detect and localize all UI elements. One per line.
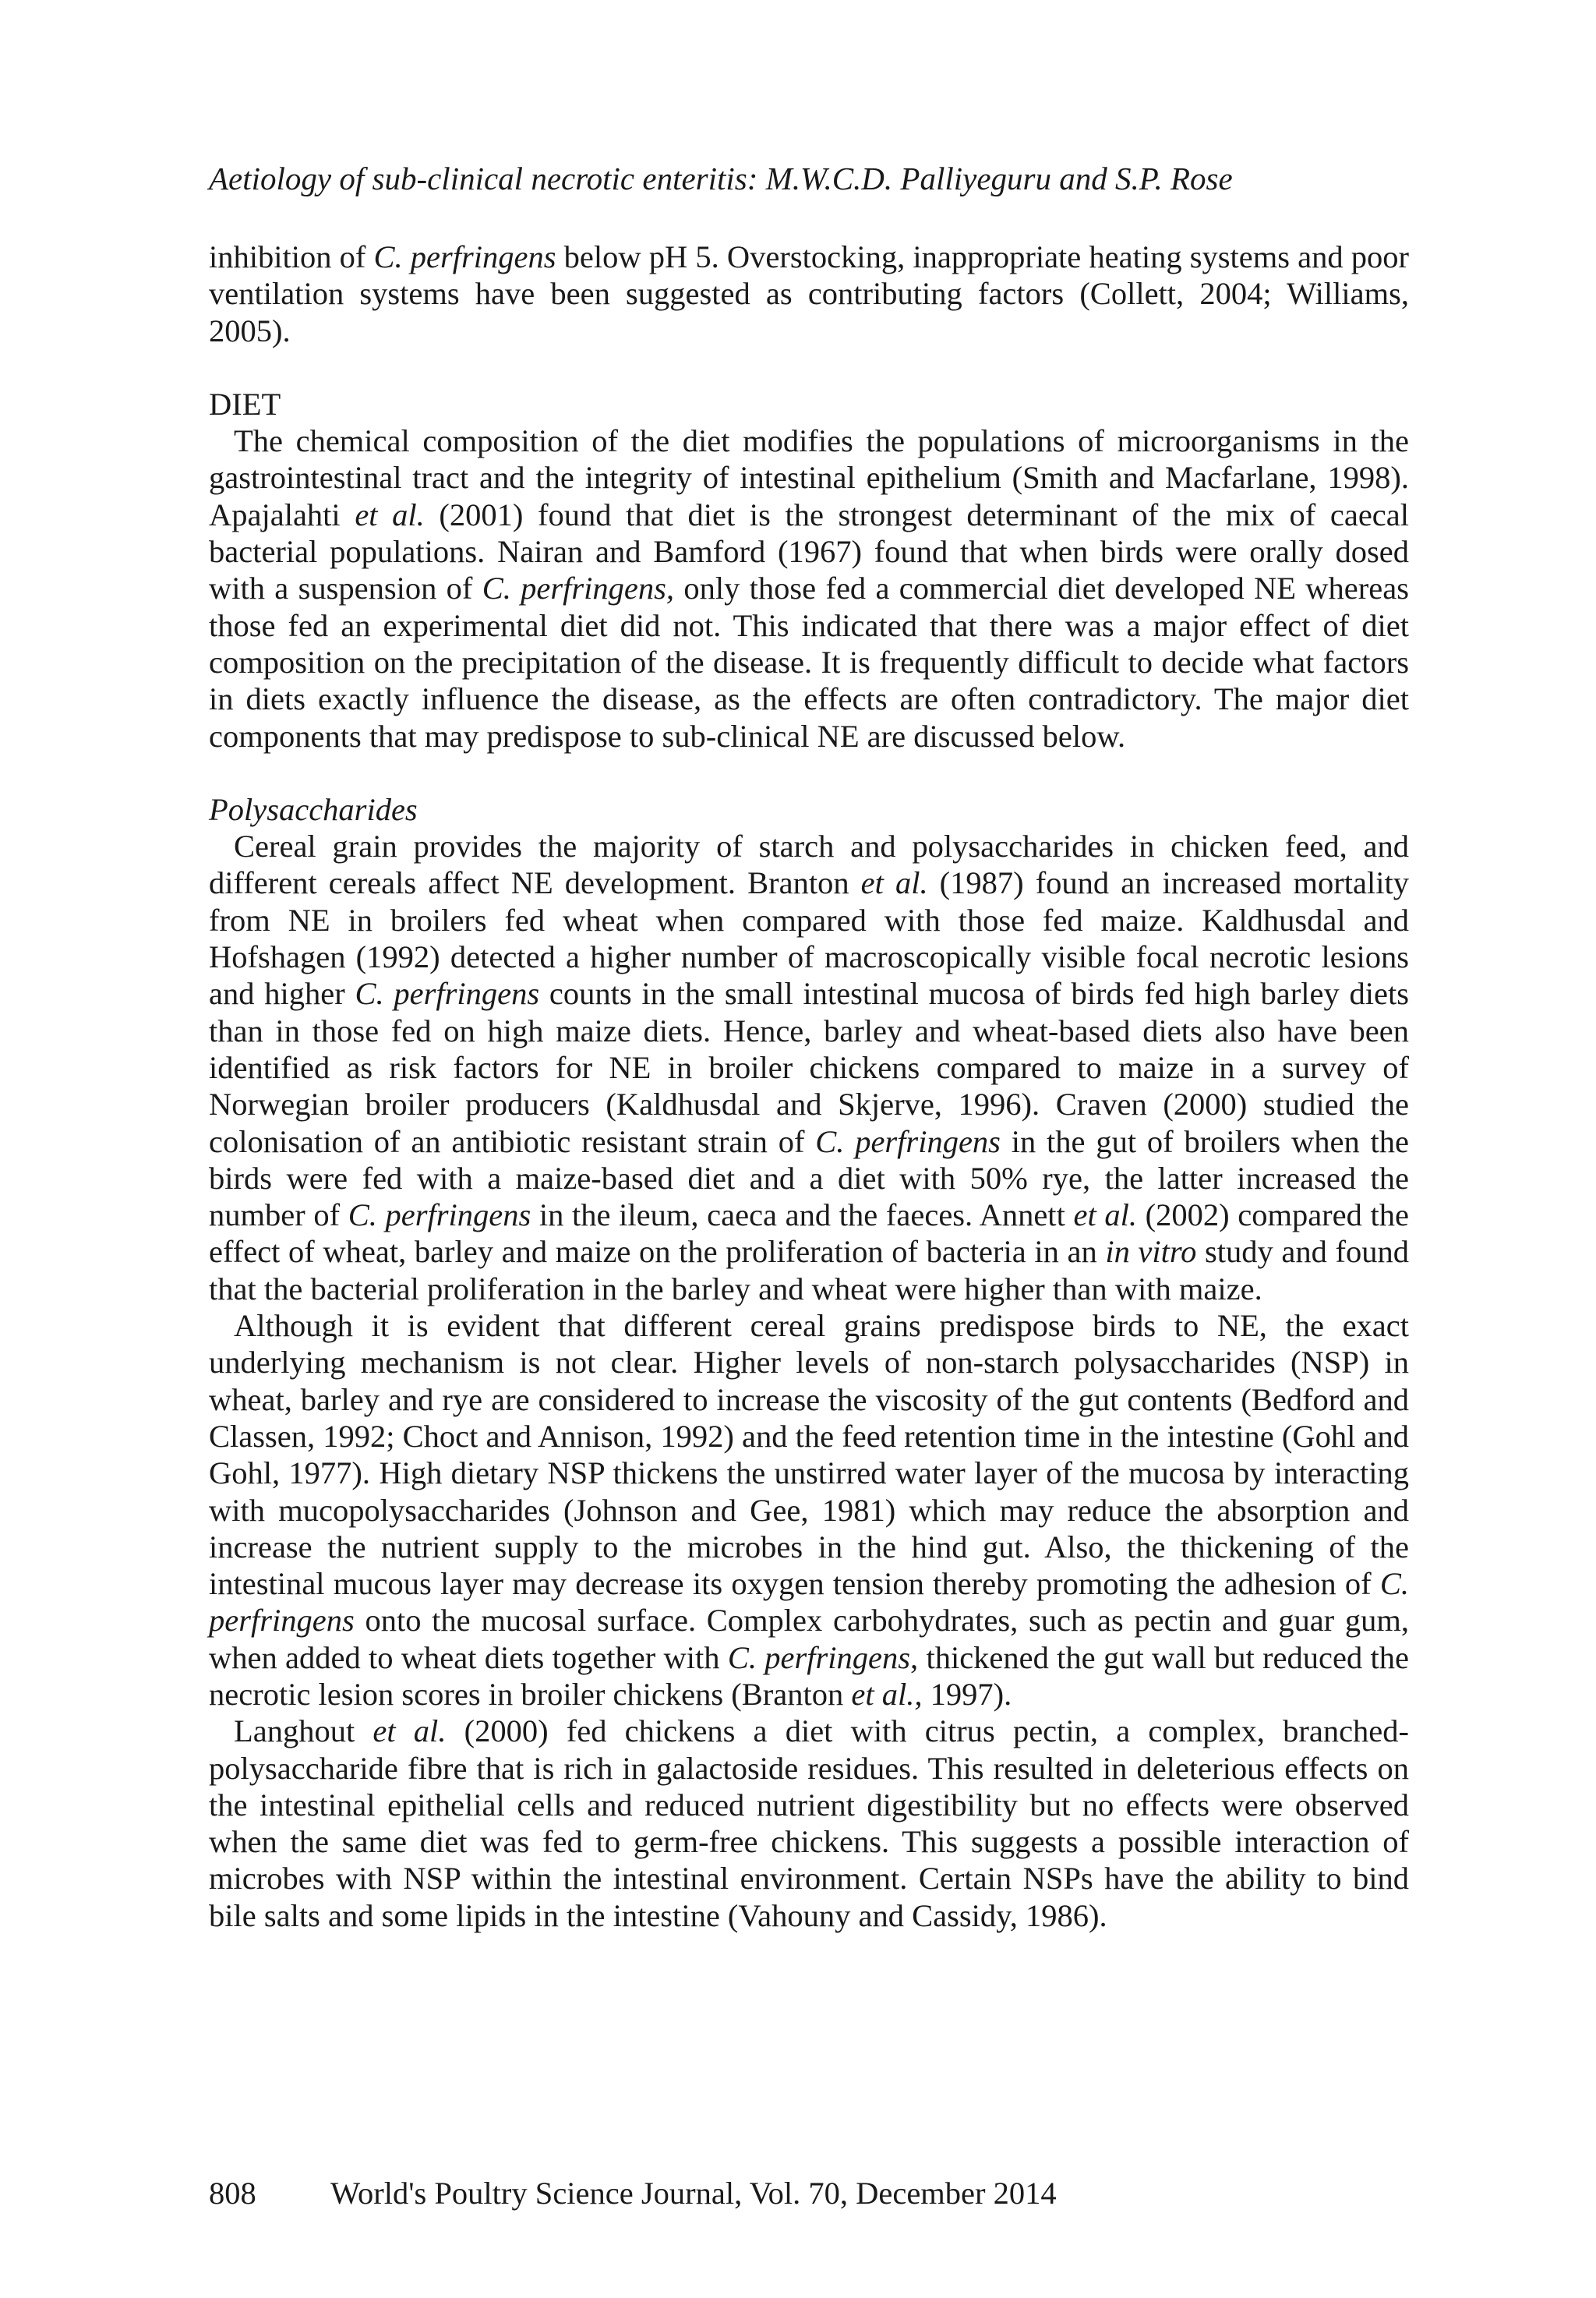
continuation-paragraph: inhibition of C. perfringens below pH 5. Overstocking, inappropriate heating systems and poor ventilation systems have been suggested as contributing factors (Collett, 2004; Williams, 2005). [209,239,1409,348]
polysaccharides-paragraph-1: Cereal grain provides the majority of starch and polysaccharides in chicken feed, and different cereals affect NE development. Branton et al. (1987) found an increased mortality from NE in broilers fed wheat when compared with those fed maize. Kaldhusdal and Hofshagen (1992) detected a higher number of macroscopically visible focal necrotic lesions and higher C. perfringens counts in the small intestinal mucosa of birds fed high barley diets than in those fed on high maize diets. Hence, barley and wheat-based diets also have been identified as risk factors for NE in broiler chickens compared to maize in a survey of Norwegian broiler producers (Kaldhusdal and Skjerve, 1996). Craven (2000) studied the colonisation of an antibiotic resistant strain of C. perfringens in the gut of broilers when the birds were fed with a maize-based diet and a diet with 50% rye, the latter increased the number of C. perfringens in the ileum, caeca and the faeces. Annett et al. (2002) compared the effect of wheat, barley and maize on the proliferation of bacteria in an in vitro study and found that the bacterial proliferation in the barley and wheat were higher than with maize. [209,829,1410,1306]
paragraph-gap [209,349,1409,386]
italic-run: et al. [355,497,425,532]
italic-run: et al. [1073,1197,1137,1233]
italic-run: C. perfringens, [482,571,675,606]
subheading-text: Polysaccharides [209,791,418,827]
italic-run: C. perfringens [727,1639,911,1675]
italic-run: C. perfringens [355,976,540,1012]
polysaccharides-paragraph-2: Although it is evident that different cereal grains predispose birds to NE, the exact underlying mechanism is not clear. Higher levels of non-starch polysaccharides (NSP) in wheat, barley and rye are considered to increase the viscosity of the gut contents (Bedford and Classen, 1992; Choct and Annison, 1992) and the feed retention time in the intestine (Gohl and Gohl, 1977). High dietary NSP thickens the unstirred water layer of the mucosa by interacting with mucopolysaccharides (Johnson and Gee, 1981) which may reduce the absorption and increase the nutrient supply to the microbes in the hind gut. Also, the thickening of the intestinal mucous layer may decrease its oxygen tension thereby promoting the adhesion of C. perfringens onto the mucosal surface. Complex carbohydrates, such as pectin and guar gum, when added to wheat diets together with C. perfringens, thickened the gut wall but reduced the necrotic lesion scores in broiler chickens (Branton et al., 1997). [209,1308,1409,1712]
page-number: 808 [209,2176,256,2211]
subheading-polysaccharides [209,791,1409,828]
italic-run: et al. [860,865,928,901]
italic-run: C. perfringens [373,239,556,274]
section-heading-diet: DIET [209,386,281,422]
italic-run: C. perfringens [815,1123,1001,1159]
journal-citation: World's Poultry Science Journal, Vol. 70, December 2014 [330,2176,1057,2211]
paragraph-gap [209,755,1409,791]
polysaccharides-paragraph-3: Langhout et al. (2000) fed chickens a diet with citrus pectin, a complex, branched-polysaccharide fibre that is rich in galactoside residues. This resulted in deleterious effects on the intestinal epithelial cells and reduced nutrient digestibility but no effects were observed when the same diet was fed to germ-free chickens. This suggests a possible interaction of microbes with NSP within the intestinal environment. Certain NSPs have the ability to bind bile salts and some lipids in the intestine (Vahouny and Cassidy, 1986). [209,1713,1410,1933]
article-body [209,239,1409,1934]
italic-run: et al. [373,1713,447,1749]
italic-run: et al., [851,1676,923,1712]
diet-paragraph: The chemical composition of the diet modifies the populations of microorganisms in the gastrointestinal tract and the integrity of intestinal epithelium (Smith and Macfarlane, 1998). Apajalahti et al. (2001) found that diet is the strongest determinant of the mix of caecal bacterial populations. Nairan and Bamford (1967) found that when birds were orally dosed with a suspension of C. perfringens, only those fed a commercial diet developed NE whereas those fed an experimental diet did not. This indicated that there was a major effect of diet composition on the precipitation of the disease. It is frequently difficult to decide what factors in diets exactly influence the disease, as the effects are often contradictory. The major diet components that may predispose to sub-clinical NE are discussed below. [209,423,1410,754]
italic-run: in vitro [1105,1234,1197,1270]
italic-run: C. perfringens [209,1566,1409,1639]
page-footer [209,2175,1409,2212]
italic-run: C. perfringens [348,1197,531,1233]
running-head: Aetiology of sub-clinical necrotic enteritis: M.W.C.D. Palliyeguru and S.P. Rose [209,161,1233,196]
